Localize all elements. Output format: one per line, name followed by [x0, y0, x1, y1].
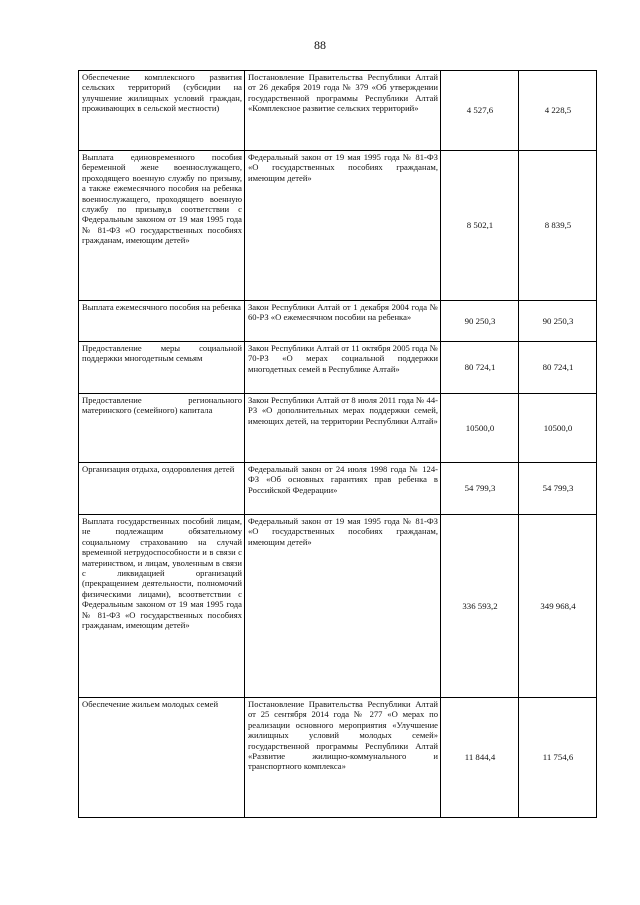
amount-year2-cell: 349 968,4 [519, 515, 597, 698]
budget-table-body [79, 71, 597, 818]
legal-basis-cell: Федеральный закон от 19 мая 1995 года № 81-ФЗ «О государственных пособиях гражданам, имеющим детей» [245, 515, 441, 698]
expense-name-cell: Предоставление меры социальной поддержки многодетным семьям [79, 342, 245, 394]
amount-year1-cell: 336 593,2 [441, 515, 519, 698]
amount-year2-cell: 90 250,3 [519, 301, 597, 342]
legal-basis-cell: Федеральный закон от 19 мая 1995 года № 81-ФЗ «О государственных пособиях гражданам, имеющим детей» [245, 151, 441, 301]
expense-name-cell: Предоставление регионального материнского (семейного) капитала [79, 394, 245, 463]
amount-year1-cell: 11 844,4 [441, 698, 519, 818]
legal-basis-cell: Закон Республики Алтай от 1 декабря 2004 года № 60-РЗ «О ежемесячном пособии на ребенка» [245, 301, 441, 342]
amount-year1-cell: 10500,0 [441, 394, 519, 463]
legal-basis-cell: Постановление Правительства Республики Алтай от 26 декабря 2019 года № 379 «Об утверждении государственной программы Республики Алтай «Комплексное развитие сельских территорий» [245, 71, 441, 151]
amount-year1-cell: 90 250,3 [441, 301, 519, 342]
amount-year1-cell: 80 724,1 [441, 342, 519, 394]
legal-basis-cell: Постановление Правительства Республики Алтай от 25 сентября 2014 года № 277 «О мерах по реализации основного мероприятия «Улучшение жилищных условий молодых семей» государственной программы Республики Алтай «Развитие жилищно-коммунального и транспортного комплекса» [245, 698, 441, 818]
expense-name-cell: Выплата единовременного пособия беременной жене военнослужащего, проходящего военную службу по призыву, а также ежемесячного пособия на ребенка военнослужащего, проходящего военную службу по призыву,в соответствии с Федеральным законом от 19 мая 1995 года № 81-ФЗ «О государственных пособиях гражданам, имеющим детей» [79, 151, 245, 301]
amount-year1-cell: 4 527,6 [441, 71, 519, 151]
table-row [79, 698, 597, 818]
table-row [79, 463, 597, 515]
table-row [79, 301, 597, 342]
expense-name-cell: Выплата ежемесячного пособия на ребенка [79, 301, 245, 342]
expense-name-cell: Организация отдыха, оздоровления детей [79, 463, 245, 515]
amount-year1-cell: 8 502,1 [441, 151, 519, 301]
table-row [79, 71, 597, 151]
legal-basis-cell: Закон Республики Алтай от 8 июля 2011 года № 44-РЗ «О дополнительных мерах поддержки семей, имеющих детей, на территории Республики Алтай» [245, 394, 441, 463]
amount-year2-cell: 4 228,5 [519, 71, 597, 151]
amount-year2-cell: 8 839,5 [519, 151, 597, 301]
amount-year2-cell: 11 754,6 [519, 698, 597, 818]
amount-year2-cell: 80 724,1 [519, 342, 597, 394]
amount-year2-cell: 10500,0 [519, 394, 597, 463]
table-row [79, 515, 597, 698]
table-row [79, 151, 597, 301]
table-row [79, 342, 597, 394]
expense-name-cell: Обеспечение комплексного развития сельских территорий (субсидии на улучшение жилищных условий граждан, проживающих в сельской местности) [79, 71, 245, 151]
amount-year2-cell: 54 799,3 [519, 463, 597, 515]
budget-table [78, 70, 597, 818]
expense-name-cell: Выплата государственных пособий лицам, не подлежащим обязательному социальному страхованию на случай временной нетрудоспособности и в связи с материнством, и лицам, уволенным в связи с ликвидацией организаций (прекращением деятельности, полномочий физическими лицами), всоответствии с Федеральным законом от 19 мая 1995 года № 81-ФЗ «О государственных пособиях гражданам, имеющим детей» [79, 515, 245, 698]
page-number: 88 [314, 38, 326, 52]
table-row [79, 394, 597, 463]
amount-year1-cell: 54 799,3 [441, 463, 519, 515]
expense-name-cell: Обеспечение жильем молодых семей [79, 698, 245, 818]
legal-basis-cell: Федеральный закон от 24 июля 1998 года № 124-ФЗ «Об основных гарантиях прав ребенка в Российской Федерации» [245, 463, 441, 515]
legal-basis-cell: Закон Республики Алтай от 11 октября 2005 года № 70-РЗ «О мерах социальной поддержки многодетных семей в Республике Алтай» [245, 342, 441, 394]
